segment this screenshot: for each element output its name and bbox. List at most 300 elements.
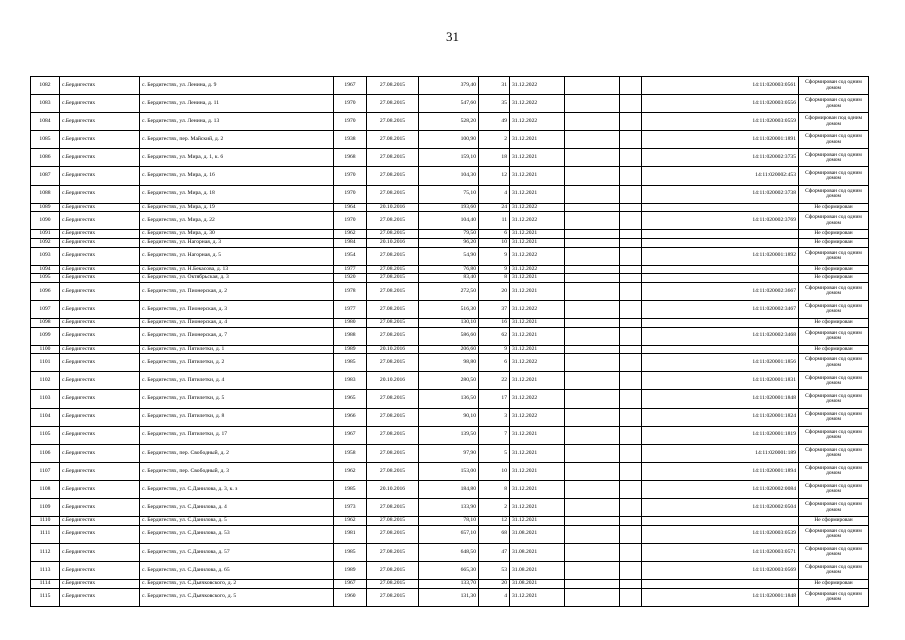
cell-land-status: Не сформирован — [799, 265, 869, 274]
cell-count: 35 — [479, 95, 510, 113]
cell-empty — [620, 408, 642, 426]
cell-empty — [565, 113, 620, 131]
cell-area: 184,80 — [419, 480, 479, 498]
cell-address: с. Бердигестях, ул. Мира, д. 18 — [140, 185, 334, 203]
cell-count: 3 — [479, 408, 510, 426]
cell-empty — [565, 282, 620, 300]
cell-empty — [620, 444, 642, 462]
cell-empty — [565, 274, 620, 283]
cell-land-status: Сформирован сод одним домом — [799, 282, 869, 300]
cell-deadline: 31.12.2022 — [510, 265, 565, 274]
cell-empty — [565, 444, 620, 462]
cell-address: с. Бердигестях, ул. С.Данилова, д. 53 — [140, 525, 334, 543]
cell-date: 20.10.2016 — [367, 372, 419, 390]
cell-number: 1098 — [31, 319, 60, 328]
cell-locality: с.Бердигестях — [60, 588, 140, 606]
cell-count: 17 — [479, 390, 510, 408]
cell-land-status: Сформирован сод одним домом — [799, 149, 869, 167]
cell-empty — [565, 265, 620, 274]
cell-count: 37 — [479, 300, 510, 318]
cell-number: 1096 — [31, 282, 60, 300]
cell-empty — [620, 131, 642, 149]
cell-cadastral-number: 14:11:020003:0559 — [642, 113, 799, 131]
cell-date: 20.10.2016 — [367, 203, 419, 212]
cell-empty — [565, 77, 620, 95]
cell-deadline: 31.12.2021 — [510, 345, 565, 354]
cell-address: с. Бердигестях, ул. Пионерская, д. 7 — [140, 327, 334, 345]
cell-cadastral-number: 14:11:020001:1891 — [642, 131, 799, 149]
cell-year-built: 1977 — [334, 300, 367, 318]
cell-date: 27.08.2015 — [367, 390, 419, 408]
cell-area: 547,60 — [419, 95, 479, 113]
cell-cadastral-number: 14:11:020002:3667 — [642, 282, 799, 300]
table-row — [31, 95, 869, 113]
cell-deadline: 31.12.2022 — [510, 247, 565, 265]
cell-cadastral-number: 14:11:020002:3735 — [642, 149, 799, 167]
cell-land-status: Сформирован сод одним домом — [799, 480, 869, 498]
cell-land-status: Сформирован сод одним домом — [799, 185, 869, 203]
cell-cadastral-number — [642, 345, 799, 354]
cell-deadline: 31.08.2021 — [510, 580, 565, 589]
cell-year-built: 1983 — [334, 372, 367, 390]
cell-number: 1083 — [31, 95, 60, 113]
cell-year-built: 1970 — [334, 167, 367, 185]
cell-empty — [620, 580, 642, 589]
cell-locality: с.Бердигестях — [60, 131, 140, 149]
cell-area: 280,50 — [419, 372, 479, 390]
cell-empty — [620, 149, 642, 167]
cell-empty — [620, 372, 642, 390]
table-row — [31, 480, 869, 498]
cell-address: с. Бердигестях, ул. С.Данилова, д. 65 — [140, 561, 334, 579]
cell-address: с. Бердигестях, ул. Мира, д. 16 — [140, 167, 334, 185]
cell-area: 96,20 — [419, 238, 479, 247]
cell-empty — [620, 462, 642, 480]
cell-land-status: Сформирован сод одним домом — [799, 167, 869, 185]
cell-address: с. Бердигестях, ул. Октябрьская, д. 3 — [140, 274, 334, 283]
table-row — [31, 580, 869, 589]
cell-date: 27.08.2015 — [367, 543, 419, 561]
cell-empty — [565, 390, 620, 408]
cell-date: 27.08.2015 — [367, 265, 419, 274]
cell-address: с. Бердигестях, ул. Мира, д. 30 — [140, 230, 334, 239]
cell-deadline: 31.08.2021 — [510, 543, 565, 561]
table-row — [31, 167, 869, 185]
cell-deadline: 31.12.2021 — [510, 499, 565, 517]
cell-locality: с.Бердигестях — [60, 390, 140, 408]
cell-count: 2 — [479, 499, 510, 517]
cell-address: с. Бердигестях, ул. Пятилетки, д. 4 — [140, 372, 334, 390]
cell-empty — [565, 238, 620, 247]
cell-empty — [565, 203, 620, 212]
cell-number: 1082 — [31, 77, 60, 95]
cell-deadline: 31.12.2021 — [510, 444, 565, 462]
cell-area: 206,60 — [419, 345, 479, 354]
cell-empty — [565, 247, 620, 265]
cell-locality: с.Бердигестях — [60, 480, 140, 498]
cell-count: 47 — [479, 543, 510, 561]
cell-locality: с.Бердигестях — [60, 95, 140, 113]
cell-number: 1085 — [31, 131, 60, 149]
cell-address: с. Бердигестях, ул. Пятилетки, д. 2 — [140, 354, 334, 372]
cell-cadastral-number: 14:11:020002:3467 — [642, 300, 799, 318]
cell-number: 1091 — [31, 230, 60, 239]
cell-number: 1093 — [31, 247, 60, 265]
cell-land-status: Сформирован сод одним домом — [799, 561, 869, 579]
cell-date: 27.08.2015 — [367, 408, 419, 426]
cell-locality: с.Бердигестях — [60, 444, 140, 462]
cell-land-status: Сформирован сод одним домом — [799, 462, 869, 480]
cell-empty — [565, 372, 620, 390]
cell-area: 153,00 — [419, 462, 479, 480]
cell-deadline: 31.12.2021 — [510, 282, 565, 300]
cell-date: 27.08.2015 — [367, 588, 419, 606]
cell-year-built: 1980 — [334, 319, 367, 328]
cell-number: 1101 — [31, 354, 60, 372]
cell-land-status: Сформирован сод одним домом — [799, 327, 869, 345]
cell-land-status: Сформирован сод одним домом — [799, 131, 869, 149]
cell-land-status: Сформирован сод одним домом — [799, 212, 869, 230]
cell-count: 11 — [479, 212, 510, 230]
cell-empty — [620, 247, 642, 265]
cell-address: с. Бердигестях, ул. Нагорная, д. 5 — [140, 247, 334, 265]
cell-address: с. Бердигестях, ул. Пионерская, д. 3 — [140, 300, 334, 318]
cell-deadline: 31.08.2021 — [510, 561, 565, 579]
table-row — [31, 345, 869, 354]
cell-area: 79,50 — [419, 230, 479, 239]
cell-land-status: Не сформирован — [799, 274, 869, 283]
cell-number: 1088 — [31, 185, 60, 203]
cell-deadline: 31.12.2021 — [510, 185, 565, 203]
cell-locality: с.Бердигестях — [60, 543, 140, 561]
cell-year-built: 1938 — [334, 131, 367, 149]
cell-land-status: Сформирован сод одним домом — [799, 588, 869, 606]
table-row — [31, 543, 869, 561]
cell-locality: с.Бердигестях — [60, 517, 140, 526]
cell-count: 4 — [479, 588, 510, 606]
cell-cadastral-number: 14:11:020001:189 — [642, 444, 799, 462]
cell-empty — [565, 95, 620, 113]
cell-address: с. Бердигестях, ул. Мира, д. 1, к. 6 — [140, 149, 334, 167]
table-row — [31, 354, 869, 372]
cell-cadastral-number: 14:11:020003:0539 — [642, 525, 799, 543]
cell-area: 90,10 — [419, 408, 479, 426]
cell-year-built: 1962 — [334, 462, 367, 480]
cell-number: 1108 — [31, 480, 60, 498]
table-row — [31, 265, 869, 274]
cell-cadastral-number: 14:11:020002:0504 — [642, 499, 799, 517]
cell-date: 27.08.2015 — [367, 149, 419, 167]
cell-address: с. Бердигестях, ул. Ленина, д. 9 — [140, 77, 334, 95]
cell-number: 1114 — [31, 580, 60, 589]
cell-count: 20 — [479, 282, 510, 300]
cell-empty — [620, 230, 642, 239]
cell-year-built: 1966 — [334, 408, 367, 426]
cell-number: 1086 — [31, 149, 60, 167]
cell-date: 27.08.2015 — [367, 167, 419, 185]
cell-area: 104,40 — [419, 212, 479, 230]
cell-number: 1115 — [31, 588, 60, 606]
cell-address: с. Бердигестях, пер. Свободный, д. 2 — [140, 444, 334, 462]
cell-date: 27.08.2015 — [367, 95, 419, 113]
cell-area: 133,70 — [419, 580, 479, 589]
cell-year-built: 1985 — [334, 480, 367, 498]
cell-number: 1094 — [31, 265, 60, 274]
cell-count: 9 — [479, 247, 510, 265]
table-row — [31, 238, 869, 247]
cell-empty — [620, 95, 642, 113]
table-row — [31, 230, 869, 239]
cell-count: 20 — [479, 580, 510, 589]
cell-date: 27.08.2015 — [367, 580, 419, 589]
cell-area: 665,30 — [419, 561, 479, 579]
cell-empty — [565, 354, 620, 372]
cell-area: 159,10 — [419, 149, 479, 167]
cell-empty — [620, 426, 642, 444]
cell-number: 1087 — [31, 167, 60, 185]
cell-date: 27.08.2015 — [367, 561, 419, 579]
cell-number: 1104 — [31, 408, 60, 426]
cell-empty — [620, 327, 642, 345]
cell-year-built: 1977 — [334, 265, 367, 274]
cell-year-built: 1967 — [334, 426, 367, 444]
cell-number: 1099 — [31, 327, 60, 345]
cell-empty — [565, 517, 620, 526]
cell-count: 5 — [479, 444, 510, 462]
cell-land-status: Сформирован сод одним домом — [799, 543, 869, 561]
cell-locality: с.Бердигестях — [60, 247, 140, 265]
cell-deadline: 31.12.2021 — [510, 149, 565, 167]
cell-empty — [565, 499, 620, 517]
cell-land-status: Сформирован сод одним домом — [799, 247, 869, 265]
cell-locality: с.Бердигестях — [60, 274, 140, 283]
cell-year-built: 1978 — [334, 282, 367, 300]
cell-empty — [565, 327, 620, 345]
cell-area: 97,90 — [419, 444, 479, 462]
cell-year-built: 1973 — [334, 499, 367, 517]
cell-cadastral-number: 14:11:020001:1848 — [642, 588, 799, 606]
cell-count: 18 — [479, 149, 510, 167]
cell-year-built: 1985 — [334, 543, 367, 561]
housing-registry-table — [30, 76, 869, 607]
table-row — [31, 247, 869, 265]
cell-number: 1092 — [31, 238, 60, 247]
cell-year-built: 1970 — [334, 212, 367, 230]
cell-empty — [565, 525, 620, 543]
cell-locality: с.Бердигестях — [60, 203, 140, 212]
table-row — [31, 131, 869, 149]
cell-number: 1113 — [31, 561, 60, 579]
cell-empty — [620, 212, 642, 230]
cell-land-status: Не сформирован — [799, 230, 869, 239]
cell-empty — [620, 274, 642, 283]
cell-year-built: 1967 — [334, 580, 367, 589]
cell-deadline: 31.12.2022 — [510, 95, 565, 113]
registry-table-container — [30, 76, 869, 607]
cell-year-built: 1970 — [334, 113, 367, 131]
cell-locality: с.Бердигестях — [60, 372, 140, 390]
cell-year-built: 1989 — [334, 345, 367, 354]
cell-number: 1111 — [31, 525, 60, 543]
cell-empty — [620, 390, 642, 408]
cell-area: 131,30 — [419, 588, 479, 606]
cell-address: с. Бердигестях, ул. С.Дьячковского, д. 5 — [140, 588, 334, 606]
cell-deadline: 31.08.2021 — [510, 525, 565, 543]
cell-year-built: 1958 — [334, 444, 367, 462]
cell-empty — [620, 185, 642, 203]
cell-locality: с.Бердигестях — [60, 238, 140, 247]
table-row — [31, 282, 869, 300]
cell-count: 10 — [479, 462, 510, 480]
cell-empty — [620, 561, 642, 579]
cell-count: 4 — [479, 185, 510, 203]
cell-number: 1095 — [31, 274, 60, 283]
cell-cadastral-number: 14:11:020001:1856 — [642, 354, 799, 372]
cell-area: 98,80 — [419, 354, 479, 372]
cell-empty — [620, 203, 642, 212]
cell-date: 27.08.2015 — [367, 282, 419, 300]
table-row — [31, 327, 869, 345]
cell-address: с. Бердигестях, ул. Пятилетки, д. 17 — [140, 426, 334, 444]
cell-land-status: Сформирован сод одним домом — [799, 354, 869, 372]
cell-cadastral-number — [642, 319, 799, 328]
cell-empty — [620, 113, 642, 131]
cell-empty — [620, 480, 642, 498]
cell-locality: с.Бердигестях — [60, 113, 140, 131]
cell-area: 516,30 — [419, 300, 479, 318]
cell-cadastral-number: 14:11:020001:1894 — [642, 462, 799, 480]
cell-date: 27.08.2015 — [367, 499, 419, 517]
cell-land-status: Сформирован сод одним домом — [799, 77, 869, 95]
cell-empty — [565, 319, 620, 328]
cell-count: 53 — [479, 561, 510, 579]
cell-date: 27.08.2015 — [367, 354, 419, 372]
cell-count: 7 — [479, 426, 510, 444]
cell-date: 27.08.2015 — [367, 517, 419, 526]
cell-empty — [565, 300, 620, 318]
cell-land-status: Сформирован сод одним домом — [799, 499, 869, 517]
cell-address: с. Бердигестях, пер. Свободный, д. 3 — [140, 462, 334, 480]
cell-date: 27.08.2015 — [367, 113, 419, 131]
cell-empty — [620, 354, 642, 372]
cell-year-built: 1989 — [334, 561, 367, 579]
cell-deadline: 31.12.2022 — [510, 212, 565, 230]
cell-deadline: 31.12.2022 — [510, 77, 565, 95]
cell-empty — [620, 167, 642, 185]
cell-count: 6 — [479, 230, 510, 239]
cell-year-built: 1981 — [334, 525, 367, 543]
cell-count: 49 — [479, 113, 510, 131]
cell-address: с. Бердигестях, ул. Пятилетки, д. 8 — [140, 408, 334, 426]
cell-empty — [565, 131, 620, 149]
cell-cadastral-number: 14:11:020002:3769 — [642, 212, 799, 230]
cell-deadline: 31.12.2022 — [510, 390, 565, 408]
cell-cadastral-number: 14:11:020001:1848 — [642, 390, 799, 408]
cell-deadline: 31.12.2021 — [510, 319, 565, 328]
cell-number: 1110 — [31, 517, 60, 526]
cell-cadastral-number: 14:11:020003:0561 — [642, 77, 799, 95]
cell-year-built: 1967 — [334, 77, 367, 95]
cell-empty — [565, 212, 620, 230]
cell-address: с. Бердигестях, ул. Пятилетки, д. 5 — [140, 390, 334, 408]
cell-year-built: 1962 — [334, 230, 367, 239]
cell-deadline: 31.12.2021 — [510, 480, 565, 498]
cell-cadastral-number — [642, 203, 799, 212]
cell-address: с. Бердигестях, ул. С.Данилова, д. 5 — [140, 517, 334, 526]
cell-deadline: 31.12.2021 — [510, 274, 565, 283]
cell-land-status: Не сформирован — [799, 238, 869, 247]
cell-empty — [565, 185, 620, 203]
cell-date: 27.08.2015 — [367, 230, 419, 239]
cell-count: 8 — [479, 274, 510, 283]
cell-empty — [565, 149, 620, 167]
cell-number: 1100 — [31, 345, 60, 354]
cell-date: 20.10.2016 — [367, 480, 419, 498]
cell-cadastral-number: 14:11:020001:1831 — [642, 372, 799, 390]
cell-deadline: 31.12.2022 — [510, 354, 565, 372]
cell-deadline: 31.12.2021 — [510, 462, 565, 480]
cell-empty — [565, 480, 620, 498]
cell-year-built: 1962 — [334, 517, 367, 526]
cell-count: 12 — [479, 167, 510, 185]
cell-cadastral-number: 14:11:020002:0084 — [642, 480, 799, 498]
table-row — [31, 372, 869, 390]
cell-year-built: 1964 — [334, 203, 367, 212]
cell-address: с. Бердигестях, ул. Ленина, д. 11 — [140, 95, 334, 113]
cell-locality: с.Бердигестях — [60, 525, 140, 543]
cell-empty — [565, 230, 620, 239]
table-row — [31, 444, 869, 462]
cell-year-built: 1970 — [334, 185, 367, 203]
cell-count: 16 — [479, 319, 510, 328]
cell-cadastral-number — [642, 230, 799, 239]
cell-locality: с.Бердигестях — [60, 462, 140, 480]
table-row — [31, 462, 869, 480]
cell-deadline: 31.12.2021 — [510, 517, 565, 526]
cell-date: 27.08.2015 — [367, 319, 419, 328]
cell-count: 10 — [479, 238, 510, 247]
cell-locality: с.Бердигестях — [60, 327, 140, 345]
cell-deadline: 31.12.2022 — [510, 300, 565, 318]
cell-deadline: 31.12.2022 — [510, 408, 565, 426]
cell-address: с. Бердигестях, ул. Мира, д. 19 — [140, 203, 334, 212]
cell-number: 1107 — [31, 462, 60, 480]
cell-year-built: 1960 — [334, 588, 367, 606]
cell-area: 528,20 — [419, 113, 479, 131]
cell-cadastral-number — [642, 238, 799, 247]
table-row — [31, 77, 869, 95]
cell-date: 27.08.2015 — [367, 300, 419, 318]
cell-number: 1112 — [31, 543, 60, 561]
cell-empty — [565, 561, 620, 579]
cell-area: 136,50 — [419, 390, 479, 408]
cell-locality: с.Бердигестях — [60, 167, 140, 185]
cell-locality: с.Бердигестях — [60, 185, 140, 203]
table-row — [31, 185, 869, 203]
cell-cadastral-number: 14:11:020001:1819 — [642, 426, 799, 444]
cell-year-built: 1968 — [334, 149, 367, 167]
cell-area: 130,10 — [419, 319, 479, 328]
cell-land-status: Не сформирован — [799, 203, 869, 212]
cell-deadline: 31.12.2021 — [510, 327, 565, 345]
cell-deadline: 31.12.2021 — [510, 426, 565, 444]
cell-date: 27.08.2015 — [367, 212, 419, 230]
cell-date: 27.08.2015 — [367, 525, 419, 543]
cell-address: с. Бердигестях, ул. Ленина, д. 13 — [140, 113, 334, 131]
table-row — [31, 426, 869, 444]
cell-count: 12 — [479, 517, 510, 526]
table-row — [31, 525, 869, 543]
